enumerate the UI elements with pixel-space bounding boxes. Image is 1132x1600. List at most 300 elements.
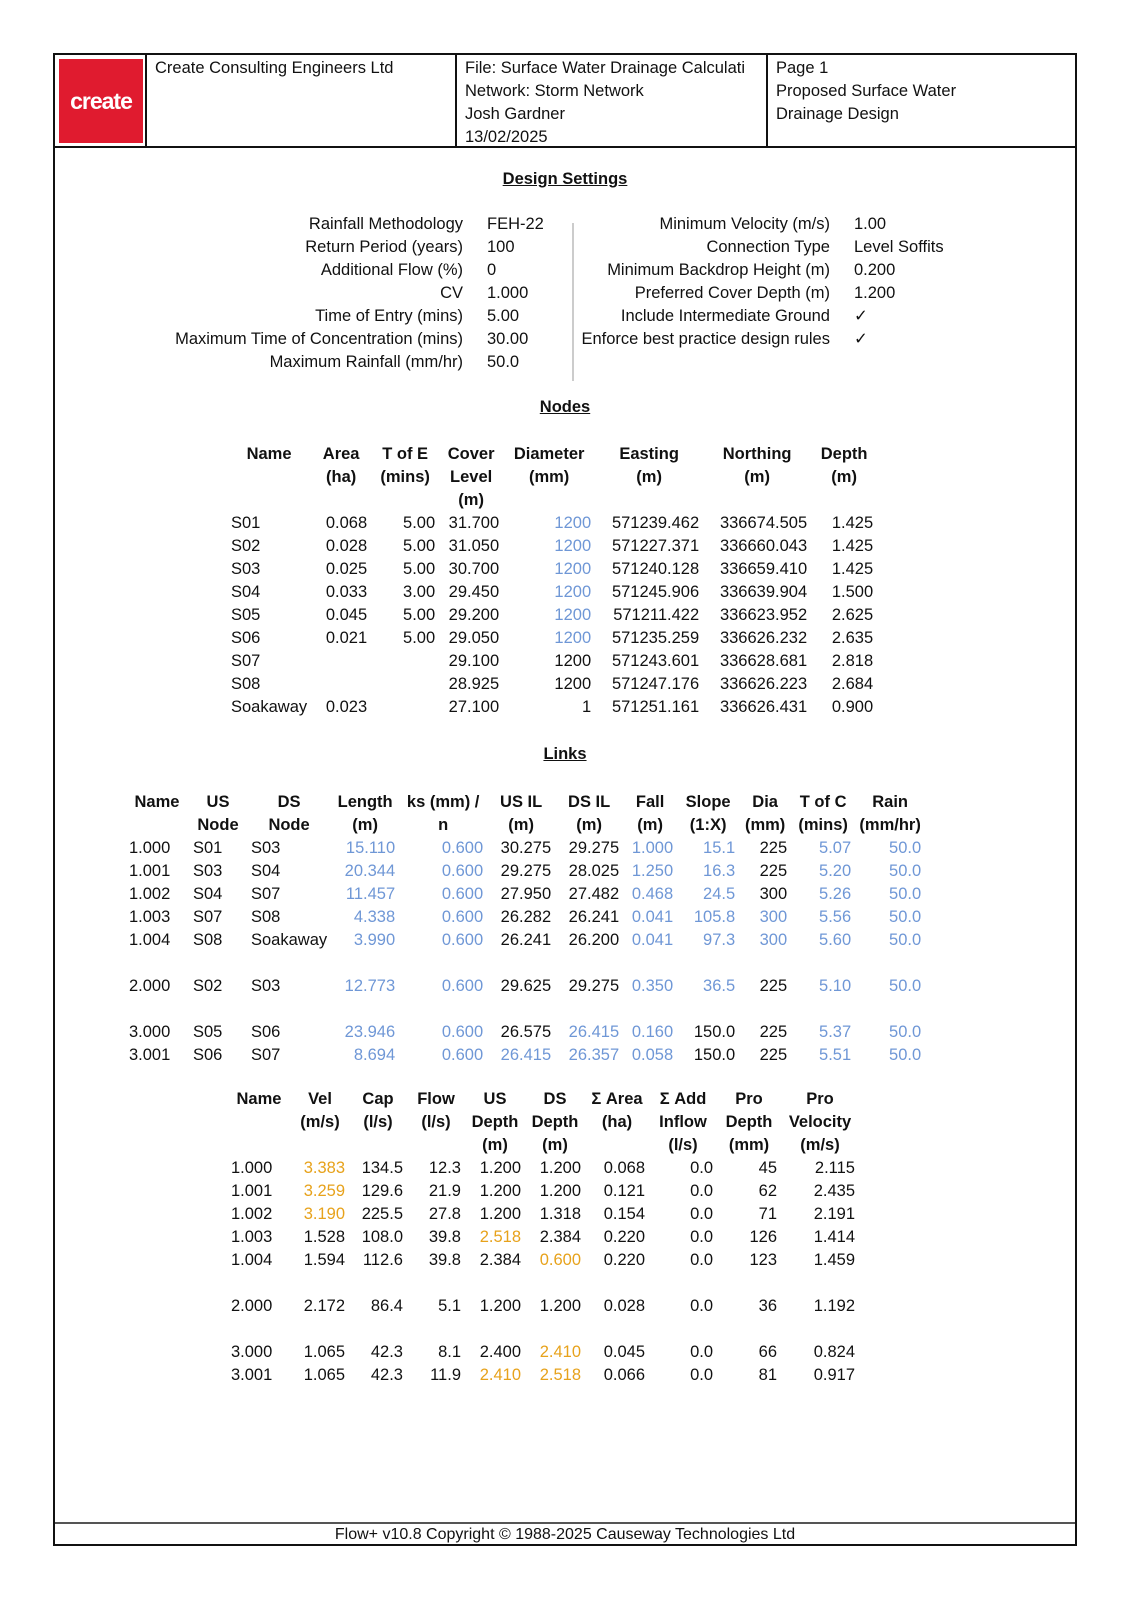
link-slope: 24.5 [703, 885, 736, 903]
result-pvel: 2.435 [813, 1182, 855, 1200]
column-header-line: T of C [799, 793, 847, 811]
node-row [227, 558, 877, 581]
node-toe: 5.00 [403, 514, 436, 532]
node-easting: 571247.176 [611, 675, 700, 693]
link-name: 1.000 [129, 839, 171, 857]
node-dia: 1200 [554, 583, 592, 601]
link-rain: 50.0 [889, 885, 922, 903]
result-name: 3.000 [231, 1343, 273, 1361]
column-header-line: Depth [820, 445, 868, 463]
network-name: Network: Storm Network [465, 82, 644, 100]
result-vel: 3.259 [303, 1182, 345, 1200]
column-header-line: (m) [576, 816, 602, 834]
link-usil: 26.282 [500, 908, 552, 926]
column-header [503, 443, 595, 512]
result-cap: 129.6 [361, 1182, 403, 1200]
column-header-line: (mm) [744, 816, 786, 834]
result-inflow: 0.0 [690, 1205, 713, 1223]
link-name: 3.000 [129, 1023, 171, 1041]
setting-value: Level Soffits [854, 238, 944, 256]
result-pdepth: 62 [758, 1182, 777, 1200]
result-inflow: 0.0 [690, 1182, 713, 1200]
result-row [227, 1364, 859, 1387]
result-usd: 2.518 [479, 1228, 521, 1246]
link-us: S03 [193, 862, 223, 880]
node-cover: 29.450 [448, 583, 500, 601]
setting-label: Maximum Rainfall (mm/hr) [269, 353, 463, 371]
setting-label: Include Intermediate Ground [620, 307, 830, 325]
result-row [227, 1180, 859, 1203]
column-header-line: Node [197, 816, 239, 834]
node-area [311, 673, 371, 696]
node-depth: 1.425 [831, 514, 874, 532]
node-northing: 336659.410 [719, 560, 808, 578]
result-cap: 112.6 [362, 1251, 403, 1269]
column-header-line: Name [246, 445, 292, 463]
setting-label: Connection Type [706, 238, 830, 256]
column-header [439, 443, 503, 512]
setting-value: 1.000 [487, 284, 529, 302]
link-toc: 5.60 [819, 931, 852, 949]
link-row [125, 883, 925, 906]
link-dia: 225 [759, 862, 788, 880]
column-header-line: (l/s) [421, 1113, 451, 1131]
link-fall: 0.058 [631, 1046, 674, 1064]
link-row [125, 975, 925, 998]
link-toc: 5.10 [819, 977, 852, 995]
result-vel: 1.594 [303, 1251, 345, 1269]
result-usd: 1.200 [479, 1205, 521, 1223]
column-header-line: Dia [752, 793, 778, 811]
link-usil: 26.575 [500, 1023, 552, 1041]
result-name: 2.000 [231, 1297, 273, 1315]
link-rain: 50.0 [889, 862, 922, 880]
column-header-line: (m) [744, 468, 770, 486]
result-usd: 1.200 [479, 1297, 521, 1315]
result-area: 0.028 [603, 1297, 645, 1315]
result-pdepth: 126 [749, 1228, 777, 1246]
setting-label: Minimum Velocity (m/s) [659, 215, 830, 233]
logo-cell [55, 55, 147, 146]
result-vel: 3.383 [303, 1159, 345, 1177]
result-dsd: 1.200 [539, 1159, 581, 1177]
setting-label: CV [440, 284, 463, 302]
link-toc: 5.51 [819, 1046, 852, 1064]
node-row [227, 604, 877, 627]
result-pdepth: 36 [758, 1297, 777, 1315]
link-length: 20.344 [344, 862, 396, 880]
column-header-line: Easting [619, 445, 679, 463]
link-length: 15.110 [345, 839, 396, 857]
spacer-cell [227, 1272, 291, 1295]
result-row [227, 1341, 859, 1364]
column-header-line: Node [268, 816, 310, 834]
link-ds: S03 [251, 977, 281, 995]
setting-value: 100 [487, 238, 515, 256]
link-rain: 50.0 [889, 1023, 922, 1041]
setting-value: ✓ [854, 330, 868, 348]
link-name: 1.004 [129, 931, 171, 949]
result-area: 0.220 [603, 1251, 645, 1269]
column-header-line: (m) [636, 468, 662, 486]
link-toc: 5.20 [819, 862, 852, 880]
result-vel: 3.190 [303, 1205, 345, 1223]
result-cap: 42.3 [370, 1343, 403, 1361]
node-cover: 28.925 [448, 675, 500, 693]
result-pvel: 1.459 [813, 1251, 855, 1269]
link-fall: 1.250 [631, 862, 674, 880]
column-header-line: Name [236, 1090, 282, 1108]
result-row [227, 1226, 859, 1249]
link-row [125, 929, 925, 952]
link-us: S05 [193, 1023, 223, 1041]
node-area: 0.023 [325, 698, 368, 716]
result-area: 0.045 [603, 1343, 645, 1361]
nodes-table [227, 443, 877, 719]
node-dia: 1200 [554, 606, 592, 624]
link-fall: 1.000 [631, 839, 674, 857]
link-fall: 0.041 [631, 908, 674, 926]
node-cover: 29.200 [448, 606, 500, 624]
link-us: S08 [193, 931, 223, 949]
result-dsd: 0.600 [539, 1251, 581, 1269]
node-row [227, 581, 877, 604]
node-northing: 336626.431 [719, 698, 808, 716]
column-header-line: (ha) [326, 468, 357, 486]
column-header-line: (m) [482, 1136, 508, 1154]
result-flow: 12.3 [428, 1159, 461, 1177]
footer-copyright: Flow+ v10.8 Copyright © 1988-2025 Causeway Technologies Ltd [334, 1526, 796, 1543]
result-flow: 5.1 [438, 1297, 461, 1315]
node-northing: 336623.952 [719, 606, 808, 624]
column-header-line: US [483, 1090, 507, 1108]
setting-label: Additional Flow (%) [320, 261, 463, 279]
link-fall: 0.041 [631, 931, 674, 949]
node-name: S08 [231, 675, 261, 693]
link-ks: 0.600 [441, 1046, 484, 1064]
result-inflow: 0.0 [690, 1343, 713, 1361]
column-header-line: Area [322, 445, 360, 463]
result-cap: 86.4 [370, 1297, 403, 1315]
column-header [487, 791, 555, 837]
column-header [649, 1088, 717, 1157]
setting-label: Enforce best practice design rules [581, 330, 830, 348]
author-name: Josh Gardner [465, 105, 565, 123]
link-dia: 300 [759, 908, 788, 926]
node-dia: 1200 [554, 537, 592, 555]
column-header-line: (m) [542, 1136, 568, 1154]
node-row [227, 673, 877, 696]
link-dsil: 29.275 [568, 839, 620, 857]
node-name: Soakaway [231, 698, 308, 716]
column-header-line: (mm/hr) [859, 816, 921, 834]
link-dia: 300 [759, 885, 788, 903]
result-pvel: 2.191 [813, 1205, 855, 1223]
node-row [227, 627, 877, 650]
column-header-line: DS [543, 1090, 567, 1108]
link-us: S07 [193, 908, 223, 926]
settings-divider [572, 223, 574, 381]
link-slope: 97.3 [703, 931, 736, 949]
result-inflow: 0.0 [690, 1297, 713, 1315]
result-name: 1.002 [231, 1205, 273, 1223]
page-info-cell [768, 55, 1075, 146]
result-name: 1.001 [231, 1182, 273, 1200]
footer-divider [55, 1522, 1075, 1524]
link-slope: 105.8 [693, 908, 736, 926]
result-name: 3.001 [231, 1366, 273, 1384]
setting-label: Preferred Cover Depth (m) [634, 284, 830, 302]
result-flow: 27.8 [428, 1205, 461, 1223]
links-table [125, 791, 925, 1067]
node-northing: 336628.681 [719, 652, 808, 670]
setting-value: 30.00 [487, 330, 529, 348]
create-logo-icon [59, 59, 143, 143]
group-spacer [125, 952, 925, 975]
result-row [227, 1203, 859, 1226]
link-rain: 50.0 [889, 977, 922, 995]
link-name: 1.002 [129, 885, 171, 903]
column-header [623, 791, 677, 837]
setting-label: Maximum Time of Concentration (mins) [175, 330, 463, 348]
node-depth: 2.684 [831, 675, 874, 693]
column-header [525, 1088, 585, 1157]
link-dia: 225 [759, 977, 788, 995]
column-header [407, 1088, 465, 1157]
column-header-line: Inflow [659, 1113, 707, 1131]
column-header [399, 791, 487, 837]
link-rain: 50.0 [889, 1046, 922, 1064]
setting-value: 1.200 [854, 284, 896, 302]
column-header [227, 443, 311, 512]
report-title-line2: Drainage Design [776, 105, 899, 123]
column-header-line: Pro [806, 1090, 834, 1108]
link-toc: 5.07 [819, 839, 852, 857]
link-ks: 0.600 [441, 908, 484, 926]
link-length: 8.694 [353, 1046, 396, 1064]
link-ks: 0.600 [441, 885, 484, 903]
link-row [125, 837, 925, 860]
node-name: S03 [231, 560, 261, 578]
node-toe: 5.00 [403, 560, 436, 578]
node-row [227, 535, 877, 558]
result-usd: 1.200 [479, 1159, 521, 1177]
setting-value: 5.00 [487, 307, 520, 325]
result-pvel: 1.414 [813, 1228, 855, 1246]
node-northing: 336660.043 [719, 537, 808, 555]
node-name: S07 [231, 652, 261, 670]
link-usil: 29.275 [500, 862, 552, 880]
result-cap: 225.5 [361, 1205, 403, 1223]
report-date: 13/02/2025 [465, 128, 548, 146]
design-settings-title: Design Settings [502, 170, 628, 188]
link-fall: 0.350 [631, 977, 674, 995]
column-header-line: Σ Add [659, 1090, 707, 1108]
column-header-line: Diameter [513, 445, 585, 463]
node-row [227, 696, 877, 719]
node-cover: 29.050 [448, 629, 500, 647]
node-toe: 5.00 [403, 537, 436, 555]
column-header [349, 1088, 407, 1157]
links-title: Links [543, 745, 587, 763]
node-northing: 336674.505 [719, 514, 808, 532]
column-header [677, 791, 739, 837]
group-spacer [227, 1318, 859, 1341]
column-header [717, 1088, 781, 1157]
column-header-line: (mins) [380, 468, 430, 486]
node-easting: 571239.462 [611, 514, 700, 532]
link-row [125, 906, 925, 929]
link-fall: 0.468 [631, 885, 674, 903]
result-inflow: 0.0 [690, 1251, 713, 1269]
setting-label: Time of Entry (mins) [315, 307, 463, 325]
result-pdepth: 66 [758, 1343, 777, 1361]
result-row [227, 1157, 859, 1180]
column-header-line: Vel [308, 1090, 332, 1108]
node-toe: 5.00 [403, 606, 436, 624]
result-name: 1.000 [231, 1159, 273, 1177]
node-area: 0.028 [325, 537, 368, 555]
link-dsil: 26.415 [568, 1023, 620, 1041]
node-name: S01 [231, 514, 261, 532]
node-northing: 336639.904 [719, 583, 808, 601]
result-pdepth: 123 [749, 1251, 777, 1269]
setting-value: 0 [487, 261, 497, 279]
link-dsil: 26.357 [568, 1046, 620, 1064]
link-dsil: 28.025 [568, 862, 620, 880]
link-length: 11.457 [345, 885, 396, 903]
column-header-line: Cap [362, 1090, 394, 1108]
column-header-line: Velocity [788, 1113, 852, 1131]
link-length: 12.773 [344, 977, 396, 995]
column-header-line: (l/s) [668, 1136, 698, 1154]
result-pdepth: 81 [758, 1366, 777, 1384]
link-toc: 5.37 [819, 1023, 852, 1041]
link-us: S01 [193, 839, 223, 857]
node-dia: 1200 [554, 675, 592, 693]
result-flow: 39.8 [428, 1251, 461, 1269]
column-header [739, 791, 791, 837]
link-rain: 50.0 [889, 839, 922, 857]
setting-value: 0.200 [854, 261, 896, 279]
setting-value: 1.00 [854, 215, 887, 233]
node-row [227, 512, 877, 535]
node-toe: 5.00 [403, 629, 436, 647]
column-header [331, 791, 399, 837]
node-name: S05 [231, 606, 261, 624]
column-header [791, 791, 855, 837]
setting-label: Rainfall Methodology [308, 215, 463, 233]
result-row [227, 1295, 859, 1318]
column-header [703, 443, 811, 512]
link-dia: 225 [759, 1023, 788, 1041]
node-depth: 0.900 [831, 698, 874, 716]
result-row [227, 1249, 859, 1272]
link-usil: 29.625 [500, 977, 552, 995]
node-toe [371, 650, 439, 673]
node-northing: 336626.232 [719, 629, 808, 647]
node-northing: 336626.223 [719, 675, 808, 693]
result-pdepth: 71 [758, 1205, 777, 1223]
node-toe: 3.00 [403, 583, 436, 601]
link-usil: 27.950 [500, 885, 552, 903]
link-dsil: 29.275 [568, 977, 620, 995]
setting-label: Return Period (years) [305, 238, 463, 256]
column-header-line: T of E [382, 445, 429, 463]
spacer-cell [227, 1318, 291, 1341]
column-header [855, 791, 925, 837]
result-area: 0.121 [603, 1182, 645, 1200]
node-depth: 1.425 [831, 537, 874, 555]
link-ks: 0.600 [441, 862, 484, 880]
node-depth: 2.635 [831, 629, 874, 647]
link-dia: 225 [759, 1046, 788, 1064]
node-dia: 1 [581, 698, 592, 716]
column-header-line: (mins) [798, 816, 848, 834]
column-header [781, 1088, 859, 1157]
link-toc: 5.26 [819, 885, 852, 903]
node-name: S04 [231, 583, 261, 601]
link-ds: S08 [251, 908, 281, 926]
column-header-line: Name [134, 793, 180, 811]
setting-label: Minimum Backdrop Height (m) [607, 261, 830, 279]
link-ks: 0.600 [441, 839, 484, 857]
result-inflow: 0.0 [690, 1159, 713, 1177]
node-name: S06 [231, 629, 261, 647]
link-ds: S04 [251, 862, 281, 880]
node-area: 0.033 [325, 583, 368, 601]
link-rain: 50.0 [889, 931, 922, 949]
column-header-line: (m) [352, 816, 378, 834]
result-flow: 11.9 [430, 1366, 461, 1384]
column-header-line: Level [450, 468, 493, 486]
link-length: 4.338 [353, 908, 396, 926]
setting-value: FEH-22 [487, 215, 544, 233]
column-header-line: Rain [872, 793, 909, 811]
result-dsd: 1.200 [539, 1297, 581, 1315]
link-usil: 26.415 [500, 1046, 552, 1064]
node-name: S02 [231, 537, 261, 555]
link-toc: 5.56 [819, 908, 852, 926]
result-area: 0.154 [603, 1205, 645, 1223]
column-header-line: DS IL [568, 793, 611, 811]
header-row [125, 791, 925, 837]
logo-text: create [70, 87, 132, 114]
link-row [125, 860, 925, 883]
column-header [371, 443, 439, 512]
report-header [55, 55, 1075, 148]
result-dsd: 2.410 [539, 1343, 581, 1361]
link-ds: S07 [251, 885, 281, 903]
column-header-line: n [438, 816, 449, 834]
link-dsil: 26.241 [568, 908, 620, 926]
link-ks: 0.600 [441, 931, 484, 949]
result-vel: 1.065 [303, 1366, 345, 1384]
file-info-cell [457, 55, 768, 146]
header-row [227, 443, 877, 512]
report-title-line1: Proposed Surface Water [776, 82, 957, 100]
node-depth: 1.425 [831, 560, 874, 578]
node-easting: 571251.161 [611, 698, 700, 716]
link-ks: 0.600 [441, 1023, 484, 1041]
column-header [595, 443, 703, 512]
link-dia: 300 [759, 931, 788, 949]
result-dsd: 1.200 [539, 1182, 581, 1200]
node-easting: 571240.128 [611, 560, 700, 578]
result-inflow: 0.0 [690, 1228, 713, 1246]
setting-value: ✓ [854, 307, 868, 325]
link-length: 23.946 [344, 1023, 396, 1041]
